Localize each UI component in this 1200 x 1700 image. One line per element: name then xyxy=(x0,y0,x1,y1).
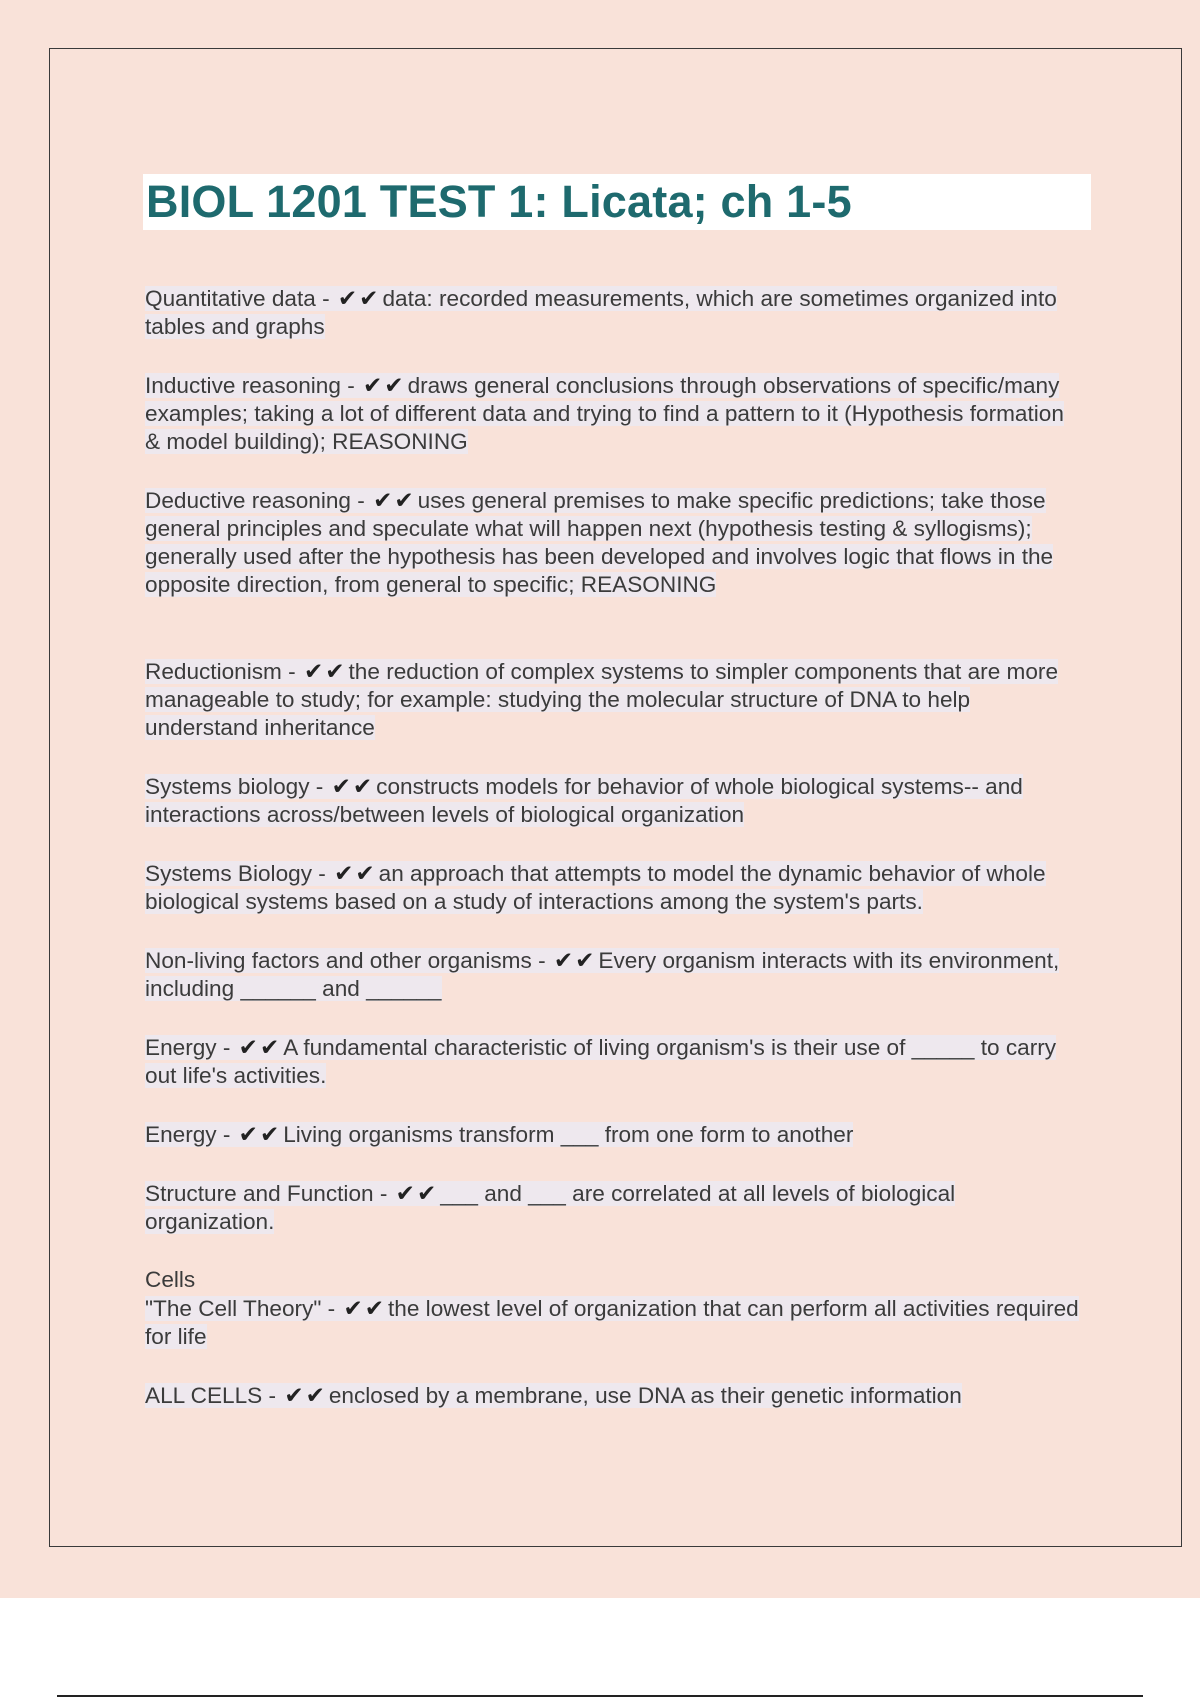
entry-term: Inductive reasoning - xyxy=(145,373,355,398)
entry-definition: the lowest level of organization that can perform all activities required for life xyxy=(145,1296,1079,1349)
entry-definition: enclosed by a membrane, use DNA as their genetic information xyxy=(328,1383,962,1408)
flashcard-entry xyxy=(145,1033,1085,1090)
double-check-icon: ✔✔ xyxy=(334,860,377,886)
flashcard-entry xyxy=(145,1179,1085,1236)
flashcard-entry xyxy=(145,946,1085,1003)
double-check-icon: ✔✔ xyxy=(337,285,381,311)
double-check-icon: ✔✔ xyxy=(284,1382,327,1408)
entry-term: Deductive reasoning - xyxy=(145,488,365,513)
flashcard-list xyxy=(145,284,1085,1440)
entry-term: Quantitative data - xyxy=(145,286,330,311)
double-check-icon: ✔✔ xyxy=(238,1121,282,1147)
entry-term: Reductionism - xyxy=(145,659,296,684)
entry-definition: A fundamental characteristic of living organism's is their use of _____ to carry out life's activities. xyxy=(145,1035,1057,1088)
entry-definition: constructs models for behavior of whole biological systems-- and interactions across/between levels of biological organization xyxy=(145,774,1023,827)
double-check-icon: ✔✔ xyxy=(373,487,416,513)
entry-definition: data: recorded measurements, which are sometimes organized into tables and graphs xyxy=(145,286,1057,339)
double-check-icon: ✔✔ xyxy=(238,1034,282,1060)
entry-definition: Living organisms transform ___ from one form to another xyxy=(283,1122,854,1147)
entry-term: "The Cell Theory" - xyxy=(145,1296,336,1321)
double-check-icon: ✔✔ xyxy=(363,372,406,398)
entry-term: Structure and Function - xyxy=(145,1181,388,1206)
entry-term: Non-living factors and other organisms - xyxy=(145,948,546,973)
double-check-icon: ✔✔ xyxy=(395,1180,439,1206)
flashcard-entry xyxy=(145,1381,1085,1410)
entry-term: Systems Biology - xyxy=(145,861,326,886)
double-check-icon: ✔✔ xyxy=(331,773,375,799)
flashcard-entry xyxy=(145,284,1085,341)
entry-definition: the reduction of complex systems to simpler components that are more manageable to study; for example: studying the molecular structure of DNA to help understand inheritance xyxy=(145,659,1059,740)
flashcard-entry xyxy=(145,657,1085,742)
flashcard-entry xyxy=(145,486,1085,599)
double-check-icon: ✔✔ xyxy=(303,658,347,684)
flashcard-entry xyxy=(145,1120,1085,1149)
entry-definition: uses general premises to make specific predictions; take those general principles and speculate what will happen next (hypothesis testing & syllogisms); generally used after the hypothesis has been developed and involves logic that flows in the opposite direction, from general to specific; REASONING xyxy=(145,488,1054,597)
flashcard-entry xyxy=(145,371,1085,456)
entry-definition: Every organism interacts with its environment, including ______ and ______ xyxy=(145,948,1060,1001)
flashcard-entry xyxy=(145,772,1085,829)
entry-definition: draws general conclusions through observations of specific/many examples; taking a lot of different data and trying to find a pattern to it (Hypothesis formation & model building); REASONING xyxy=(145,373,1064,454)
double-check-icon: ✔✔ xyxy=(553,947,597,973)
flashcard-entry xyxy=(145,1266,1085,1351)
entry-definition: ___ and ___ are correlated at all levels of biological organization. xyxy=(145,1181,956,1234)
title-bar xyxy=(143,174,1091,230)
entry-term: Energy - xyxy=(145,1035,231,1060)
entry-term-prefix: Cells xyxy=(145,1267,196,1292)
entry-definition: an approach that attempts to model the dynamic behavior of whole biological systems based on a study of interactions among the system's parts. xyxy=(145,861,1046,914)
flashcard-entry xyxy=(145,859,1085,916)
document-title: BIOL 1201 TEST 1: Licata; ch 1-5 xyxy=(146,176,852,227)
double-check-icon: ✔✔ xyxy=(343,1295,386,1321)
bottom-divider xyxy=(57,1695,1143,1697)
entry-term: Systems biology - xyxy=(145,774,324,799)
entry-term: ALL CELLS - xyxy=(145,1383,277,1408)
entry-term: Energy - xyxy=(145,1122,231,1147)
